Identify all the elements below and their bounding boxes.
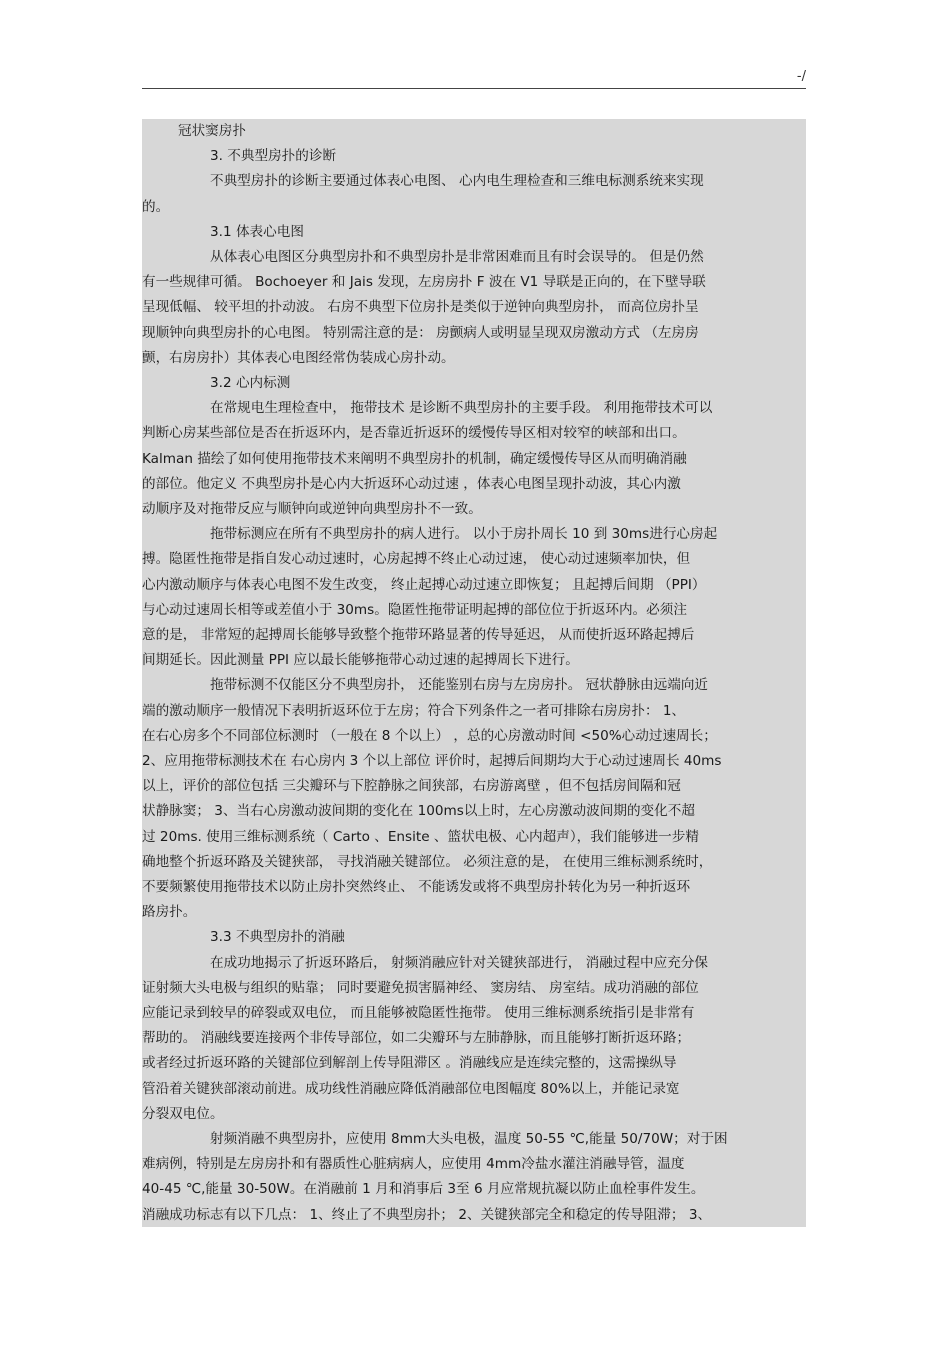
text-line: 状静脉窦； 3、当右心房激动波间期的变化在 100ms以上时，左心房激动波间期的变化不超: [142, 803, 695, 820]
text-line: 现顺钟向典型房扑的心电图。 特别需注意的是： 房颤病人或明显呈现双房激动方式 （左房房: [142, 324, 699, 341]
text-line: 端的激动顺序一般情况下表明折返环位于左房；符合下列条件之一者可排除右房房扑： 1、: [142, 702, 686, 719]
text-line: 从体表心电图区分典型房扑和不典型房扑是非常困难而且有时会误导的。 但是仍然: [210, 249, 704, 265]
text-line: 应能记录到较早的碎裂或双电位， 而且能够被隐匿性拖带。 使用三维标测系统指引是非常有: [142, 1005, 695, 1021]
text-line: 3. 不典型房扑的诊断: [210, 148, 337, 165]
header-rule: [142, 88, 806, 89]
text-line: 在右心房多个不同部位标测时 （一般在 8 个以上） ，总的心房激动时间 <50%心动过速周长；: [142, 727, 717, 744]
text-line: 分裂双电位。: [142, 1105, 224, 1122]
text-line: 难病例，特别是左房房扑和有器质性心脏病病人，应使用 4mm冷盐水灌注消融导管，温度: [142, 1156, 685, 1173]
page-marker: -/: [796, 69, 806, 84]
text-line: 路房扑。: [142, 904, 197, 921]
text-line: 判断心房某些部位是否在折返环内，是否靠近折返环的缓慢传导区相对较窄的峡部和出口。: [142, 425, 686, 442]
text-line: 3.1 体表心电图: [210, 223, 304, 240]
text-line: 颤，右房房扑）其体表心电图经常伪装成心房扑动。: [142, 349, 455, 366]
text-line: 管沿着关键狭部滚动前进。成功线性消融应降低消融部位电图幅度 80%以上，并能记录宽: [142, 1080, 680, 1097]
text-line: 在常规电生理检查中， 拖带技术 是诊断不典型房扑的主要手段。 利用拖带技术可以: [210, 400, 713, 417]
text-line: 意的是， 非常短的起搏周长能够导致整个拖带环路显著的传导延迟， 从而使折返环路起搏后: [142, 627, 695, 643]
text-line: 2、应用拖带标测技术在 右心房内 3 个以上部位 评价时，起搏后间期均大于心动过速周长 40ms: [142, 753, 722, 769]
text-line: 不要频繁使用拖带技术以防止房扑突然终止、 不能诱发或将不典型房扑转化为另一种折返环: [142, 879, 691, 895]
text-line: 拖带标测应在所有不典型房扑的病人进行。 以小于房扑周长 10 到 30ms进行心房起: [210, 526, 718, 543]
text-line: 在成功地揭示了折返环路后， 射频消融应针对关键狭部进行， 消融过程中应充分保: [210, 954, 709, 971]
text-line: 射频消融不典型房扑，应使用 8mm大头电极，温度 50-55 ℃,能量 50/70W；对于困: [210, 1131, 728, 1147]
text-line: 与心动过速周长相等或差值小于 30ms。隐匿性拖带证明起搏的部位位于折返环内。必须注: [142, 601, 687, 618]
text-line: 帮助的。 消融线要连接两个非传导部位，如二尖瓣环与左肺静脉，而且能够打断折返环路；: [142, 1030, 691, 1047]
text-line: 40-45 ℃,能量 30-50W。在消融前 1 月和消事后 3至 6 月应常规抗凝以防止血栓事件发生。: [142, 1181, 705, 1198]
text-line: 3.3 不典型房扑的消融: [210, 929, 345, 946]
text-line: 冠状窦房扑: [178, 123, 246, 139]
text-line: 不典型房扑的诊断主要通过体表心电图、 心内电生理检查和三维电标测系统来实现: [210, 173, 704, 190]
text-line: 呈现低幅、 较平坦的扑动波。 右房不典型下位房扑是类似于逆钟向典型房扑， 而高位房扑呈: [142, 299, 699, 316]
text-line: 心内激动顺序与体表心电图不发生改变， 终止起搏心动过速立即恢复； 且起搏后间期 （PPI）: [142, 576, 706, 593]
text-line: 以上，评价的部位包括 三尖瓣环与下腔静脉之间狭部，右房游离壁 ，但不包括房间隔和冠: [142, 778, 681, 795]
text-line: 证射频大头电极与组织的贴靠； 同时要避免损害膈神经、 窦房结、 房室结。成功消融的部位: [142, 979, 699, 996]
text-line: 有一些规律可循。 Bochoeyer 和 Jais 发现，左房房扑 F 波在 V1 导联是正向的，在下壁导联: [142, 274, 706, 291]
text-line: 拖带标测不仅能区分不典型房扑， 还能鉴别右房与左房房扑。 冠状静脉由远端向近: [210, 677, 709, 694]
text-line: 间期延长。因此测量 PPI 应以最长能够拖带心动过速的起搏周长下进行。: [142, 652, 579, 669]
text-line: 的。: [142, 198, 170, 215]
text-line: 消融成功标志有以下几点： 1、终止了不典型房扑； 2、关键狭部完全和稳定的传导阻滞； 3、: [142, 1206, 712, 1223]
text-line: 3.2 心内标测: [210, 375, 291, 391]
text-line: 过 20ms. 使用三维标测系统（ Carto 、Ensite 、篮状电极、心内超声），我们能够进一步精: [142, 828, 699, 845]
text-line: 动顺序及对拖带反应与顺钟向或逆钟向典型房扑不一致。: [142, 501, 482, 517]
text-line: 确地整个折返环路及关键狭部， 寻找消融关键部位。 必须注意的是， 在使用三维标测系统时，: [142, 853, 713, 870]
text-line: Kalman 描绘了如何使用拖带技术来阐明不典型房扑的机制，确定缓慢传导区从而明确消融: [142, 450, 687, 467]
text-line: 的部位。他定义 不典型房扑是心内大折返环心动过速 ，体表心电图呈现扑动波，其心内激: [142, 475, 681, 492]
document-body: [142, 119, 806, 1227]
text-line: 搏。隐匿性拖带是指自发心动过速时，心房起搏不终止心动过速， 使心动过速频率加快，但: [142, 551, 691, 568]
text-line: 或者经过折返环路的关键部位到解剖上传导阻滞区 。消融线应是连续完整的，这需操纵导: [142, 1055, 677, 1072]
